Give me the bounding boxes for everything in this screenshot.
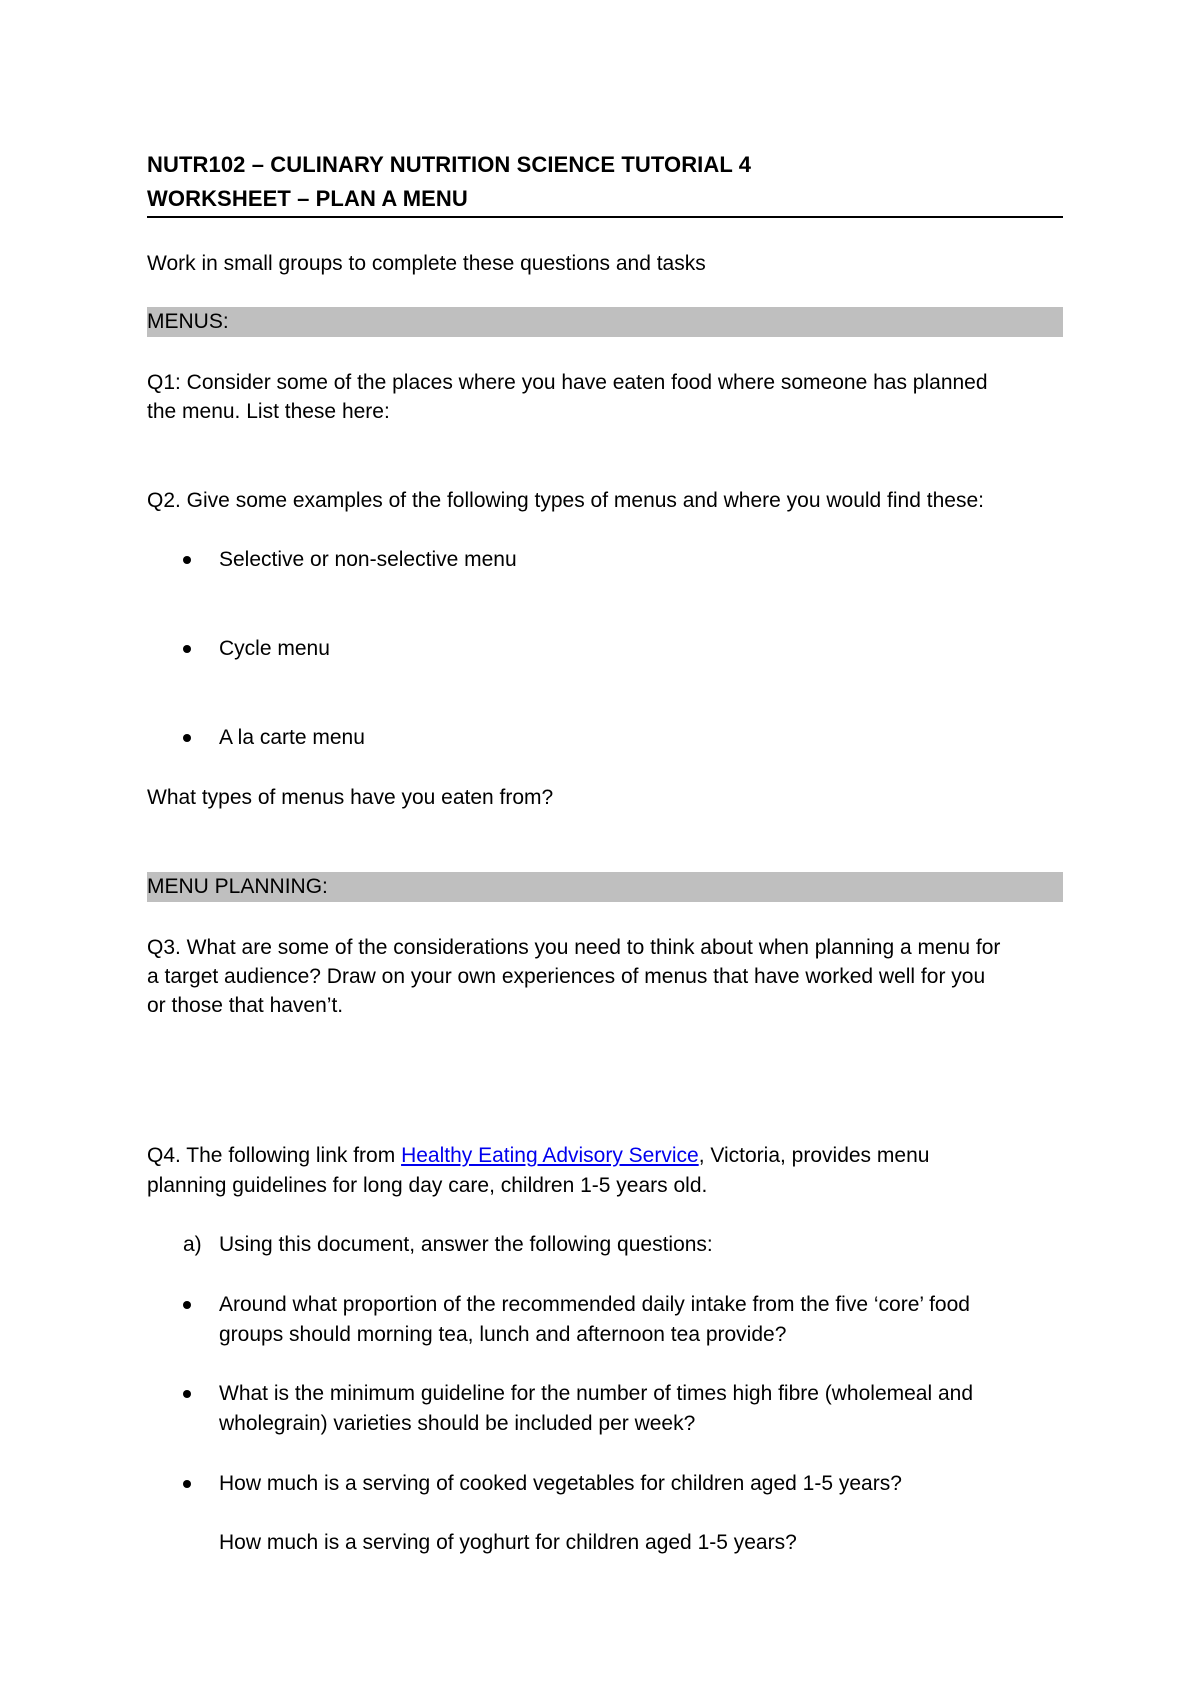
bullet-icon: [183, 1301, 191, 1309]
guideline-question-line-1: Around what proportion of the recommended daily intake from the five ‘core’ food: [219, 1293, 970, 1316]
question-3-line-1: Q3. What are some of the considerations you need to think about when planning a menu for: [147, 936, 1001, 959]
menu-type-item: Selective or non-selective menu: [219, 548, 517, 571]
guideline-question-line-2: groups should morning tea, lunch and afternoon tea provide?: [219, 1323, 787, 1346]
guideline-question-line-1: What is the minimum guideline for the number of times high fibre (wholemeal and: [219, 1382, 974, 1405]
worksheet-page: [147, 0, 1063, 1698]
bullet-icon: [183, 556, 191, 564]
question-2: Q2. Give some examples of the following types of menus and where you would find these:: [147, 489, 984, 512]
question-4-line-2: planning guidelines for long day care, children 1-5 years old.: [147, 1174, 708, 1197]
q4-prefix: Q4. The following link from: [147, 1144, 402, 1167]
bullet-icon: [183, 1390, 191, 1398]
sub-question-a: Using this document, answer the following questions:: [219, 1233, 713, 1256]
menu-type-item: A la carte menu: [219, 726, 365, 749]
menu-type-item: Cycle menu: [219, 637, 330, 660]
question-1-line-2: the menu. List these here:: [147, 400, 390, 423]
bullet-icon: [183, 734, 191, 742]
heas-link[interactable]: Healthy Eating Advisory Service: [401, 1144, 699, 1167]
q4-suffix: , Victoria, provides menu: [698, 1144, 930, 1167]
worksheet-title: WORKSHEET – PLAN A MENU: [147, 186, 468, 211]
question-4-line-1: [147, 1141, 929, 1171]
section-heading-menu-planning: [147, 872, 1063, 902]
bullet-icon: [183, 645, 191, 653]
question-3-line-2: a target audience? Draw on your own experiences of menus that have worked well for you: [147, 965, 986, 988]
question-3-line-3: or those that haven’t.: [147, 994, 344, 1017]
bullet-icon: [183, 1480, 191, 1488]
title-divider: [147, 216, 1063, 218]
sub-question-marker: a): [183, 1233, 202, 1256]
guideline-question-line-1: How much is a serving of cooked vegetables for children aged 1-5 years?: [219, 1472, 902, 1495]
course-title: NUTR102 – CULINARY NUTRITION SCIENCE TUTORIAL 4: [147, 152, 752, 177]
question-1-line-1: Q1: Consider some of the places where you have eaten food where someone has planned: [147, 371, 988, 394]
menus-eaten-question: What types of menus have you eaten from?: [147, 786, 554, 809]
section-heading-menus: [147, 307, 1063, 337]
intro-text: Work in small groups to complete these questions and tasks: [147, 252, 706, 275]
section-label: MENU PLANNING:: [147, 875, 328, 898]
section-label: MENUS:: [147, 310, 229, 333]
guideline-question-line-2: wholegrain) varieties should be included per week?: [219, 1412, 696, 1435]
yoghurt-serving-question: How much is a serving of yoghurt for children aged 1-5 years?: [219, 1531, 797, 1554]
